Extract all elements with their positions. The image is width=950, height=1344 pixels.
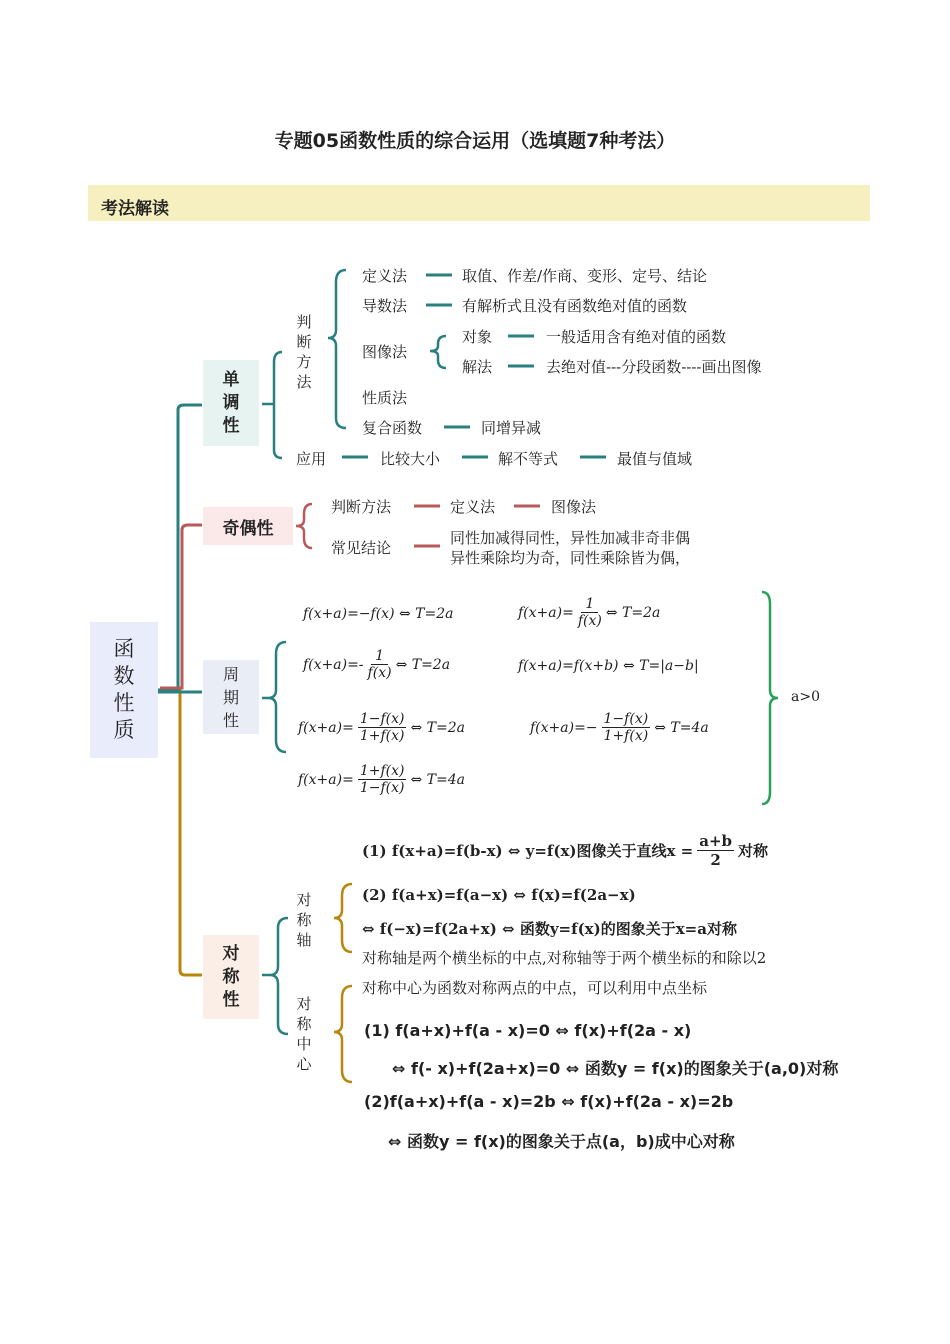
period-f5-lhs: f(x+a)= — [298, 719, 354, 736]
sym-node-label: 对称性 — [222, 943, 240, 1010]
parity-node — [203, 507, 293, 545]
period-f7-num: 1+f(x) — [359, 763, 405, 779]
parity-judge-2: 图像法 — [551, 498, 597, 516]
sym-center-1a: (1) f(a+x)+f(a - x)=0 ⇔ f(x)+f(2a - x) — [364, 1021, 692, 1040]
parity-judge-1: 定义法 — [450, 498, 496, 516]
sym-formula-2b: ⇔ f(−x)=f(2a+x) ⇔ 函数y=f(x)的图象关于x=a对称 — [362, 920, 737, 938]
period-f2-num: 1 — [581, 596, 598, 613]
period-f7-frac — [358, 763, 407, 796]
section-header-label: 考法解读 — [101, 199, 169, 219]
period-f6-num: 1−f(x) — [603, 711, 649, 727]
sym-center-note: 对称中心为函数对称两点的中点，可以利用中点坐标 — [362, 979, 708, 997]
sym-center-label: 对称中心 — [296, 995, 312, 1073]
period-formula-6 — [530, 711, 709, 744]
parity-node-label: 奇偶性 — [222, 518, 274, 539]
period-f3-den: f(x) — [367, 665, 392, 681]
page-title: 专题05函数性质的综合运用（选填题7种考法） — [274, 130, 676, 152]
period-f5-frac — [358, 711, 407, 744]
mono-brace-main — [262, 352, 282, 458]
mono-graph-b: 解法 — [462, 358, 493, 376]
parity-common-2: 异性乘除均为奇，同性乘除皆为偶， — [450, 549, 691, 567]
parity-judge: 判断方法 — [331, 498, 392, 516]
sym-center-1b: ⇔ f(- x)+f(2a+x)=0 ⇔ 函数y = f(x)的图象关于(a,0)对称 — [392, 1059, 839, 1078]
period-f7-den: 1−f(x) — [359, 780, 405, 796]
period-f5-rhs: ⇔ T=2a — [410, 719, 465, 736]
mono-node-label: 单调性 — [222, 369, 240, 436]
period-f3-frac — [368, 648, 392, 681]
period-f3-lhs: f(x+a)=- — [303, 656, 364, 673]
period-f2-rhs: ⇔ T=2a — [605, 604, 661, 621]
period-node-label: 周期性 — [222, 664, 239, 730]
mono-brace-judge — [328, 270, 346, 428]
sym-brace-center — [334, 986, 352, 1082]
period-formula-2 — [518, 596, 660, 629]
sym-center-2a: (2)f(a+x)+f(a - x)=2b ⇔ f(x)+f(2a - x)=2b — [364, 1092, 734, 1111]
mono-def: 定义法 — [362, 267, 408, 285]
parity-common-1: 同性加减得同性，异性加减非奇非偶 — [450, 529, 691, 547]
mono-comp-desc: 同增异减 — [481, 419, 542, 437]
sym-formula-1 — [362, 832, 768, 869]
period-formula-7 — [298, 763, 465, 796]
mono-node — [203, 360, 259, 446]
sym-s1-frac — [697, 832, 734, 869]
sym-center-2b: ⇔ 函数y = f(x)的图象关于点(a，b)成中心对称 — [388, 1132, 735, 1151]
trunk-teal — [158, 405, 202, 690]
trunk-red — [160, 525, 202, 688]
period-f2-den: f(x) — [577, 613, 602, 629]
root-node-label: 函数性质 — [113, 637, 135, 742]
trunk-gold — [158, 690, 202, 975]
period-f5-num: 1−f(x) — [359, 711, 405, 727]
mono-deriv-desc: 有解析式且没有函数绝对值的函数 — [462, 297, 688, 315]
period-cond-brace — [762, 592, 778, 804]
sym-s1-den: 2 — [710, 851, 721, 869]
period-f6-lhs: f(x+a)=− — [530, 719, 598, 736]
sym-formula-2a: (2) f(a+x)=f(a−x) ⇔ f(x)=f(2a−x) — [362, 886, 636, 904]
sym-node — [203, 935, 259, 1019]
mono-graph-b-desc: 去绝对值---分段函数----画出图像 — [546, 358, 762, 376]
period-f2-lhs: f(x+a)= — [518, 604, 574, 621]
mono-app-1: 比较大小 — [380, 450, 441, 468]
period-f3-rhs: ⇔ T=2a — [395, 656, 451, 673]
parity-common: 常见结论 — [331, 539, 392, 557]
period-formula-5 — [298, 711, 465, 744]
period-formula-4: f(x+a)=f(x+b) ⇔ T=|a−b| — [518, 658, 699, 674]
sym-brace-axis — [334, 884, 352, 952]
mono-comp: 复合函数 — [362, 419, 423, 437]
mono-graph-a: 对象 — [462, 328, 493, 346]
sym-axis-note: 对称轴是两个横坐标的中点,对称轴等于两个横坐标的和除以2 — [362, 949, 767, 967]
mono-brace-graph — [430, 336, 446, 368]
sym-axis-label: 对称轴 — [296, 891, 312, 949]
period-f6-den: 1+f(x) — [603, 728, 649, 744]
mono-app-3: 最值与值域 — [617, 450, 693, 468]
period-f3-num: 1 — [371, 648, 388, 665]
period-condition: a>0 — [791, 689, 820, 705]
period-f7-lhs: f(x+a)= — [298, 771, 354, 788]
sym-brace-main — [262, 918, 288, 1034]
mono-app-2: 解不等式 — [498, 450, 559, 468]
period-node — [203, 660, 259, 734]
root-node — [90, 622, 158, 758]
period-formula-3 — [303, 648, 450, 681]
mono-app: 应用 — [296, 450, 327, 468]
mono-judge-label: 判断方法 — [296, 313, 312, 391]
period-brace — [262, 642, 286, 752]
mono-graph-a-desc: 一般适用含有绝对值的函数 — [546, 328, 727, 346]
mono-def-desc: 取值、作差/作商、变形、定号、结论 — [462, 267, 708, 285]
sym-s1-rhs: 对称 — [738, 842, 769, 860]
parity-brace — [296, 504, 312, 548]
sym-s1-lhs: (1) f(x+a)=f(b-x) ⇔ y=f(x)图像关于直线x = — [362, 842, 694, 860]
period-f2-frac — [578, 596, 602, 629]
mono-deriv: 导数法 — [362, 297, 408, 315]
mono-graph: 图像法 — [362, 343, 408, 361]
mono-prop: 性质法 — [362, 389, 408, 407]
period-formula-1: f(x+a)=−f(x) ⇔ T=2a — [303, 606, 454, 622]
period-f6-frac — [602, 711, 651, 744]
period-f5-den: 1+f(x) — [359, 728, 405, 744]
sym-s1-num: a+b — [699, 832, 733, 850]
period-f7-rhs: ⇔ T=4a — [410, 771, 465, 788]
period-f6-rhs: ⇔ T=4a — [654, 719, 709, 736]
